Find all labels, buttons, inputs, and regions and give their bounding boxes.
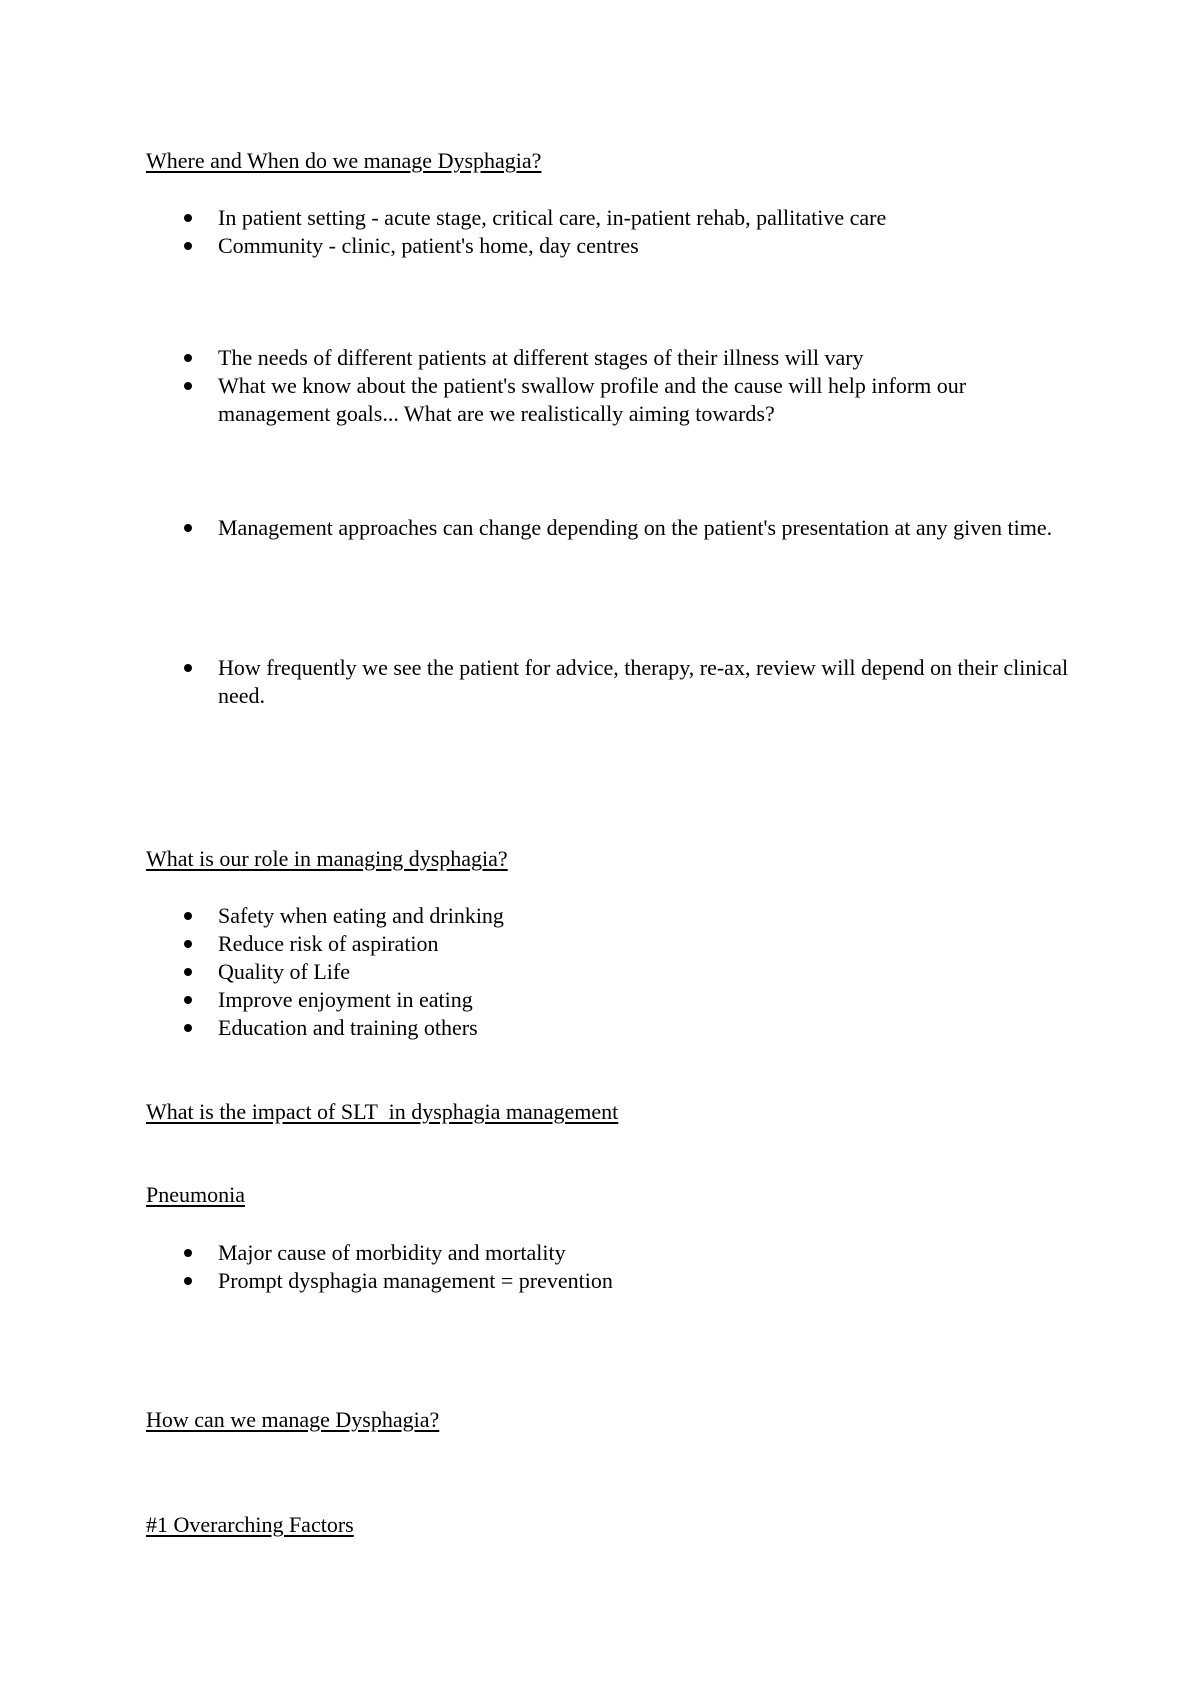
bullet-icon bbox=[184, 1249, 192, 1257]
bullet-list-needs bbox=[146, 344, 1076, 428]
list-item: Improve enjoyment in eating bbox=[146, 986, 1076, 1014]
list-item: Quality of Life bbox=[146, 958, 1076, 986]
list-item: Safety when eating and drinking bbox=[146, 902, 1076, 930]
bullet-icon bbox=[184, 242, 192, 250]
bullet-icon bbox=[184, 996, 192, 1004]
list-item: Prompt dysphagia management = prevention bbox=[146, 1267, 1076, 1295]
bullet-icon bbox=[184, 524, 192, 532]
bullet-icon bbox=[184, 354, 192, 362]
bullet-icon bbox=[184, 1024, 192, 1032]
list-item: The needs of different patients at different stages of their illness will vary bbox=[146, 344, 1076, 372]
heading-role: What is our role in managing dysphagia? bbox=[146, 846, 508, 871]
bullet-list-settings bbox=[146, 204, 1076, 260]
list-item: Education and training others bbox=[146, 1014, 1076, 1042]
list-item: How frequently we see the patient for advice, therapy, re-ax, review will depend on their clinical need. bbox=[146, 654, 1076, 710]
list-item: Major cause of morbidity and mortality bbox=[146, 1239, 1076, 1267]
list-item: Community - clinic, patient's home, day centres bbox=[146, 232, 1076, 260]
bullet-icon bbox=[184, 912, 192, 920]
bullet-icon bbox=[184, 940, 192, 948]
heading-overarching-factors: #1 Overarching Factors bbox=[146, 1512, 354, 1537]
list-item: In patient setting - acute stage, critical care, in-patient rehab, pallitative care bbox=[146, 204, 1076, 232]
heading-how-manage: How can we manage Dysphagia? bbox=[146, 1407, 440, 1432]
list-item: Management approaches can change depending on the patient's presentation at any given time. bbox=[146, 514, 1076, 542]
bullet-icon bbox=[184, 664, 192, 672]
bullet-list-pneumonia bbox=[146, 1239, 1076, 1295]
bullet-icon bbox=[184, 382, 192, 390]
bullet-list-approaches bbox=[146, 514, 1076, 542]
list-item: What we know about the patient's swallow profile and the cause will help inform our management goals... What are we realistically aiming towards? bbox=[146, 372, 1076, 428]
bullet-icon bbox=[184, 1277, 192, 1285]
heading-pneumonia: Pneumonia bbox=[146, 1182, 245, 1207]
bullet-list-frequency bbox=[146, 654, 1076, 710]
bullet-list-role bbox=[146, 902, 1076, 1042]
bullet-icon bbox=[184, 214, 192, 222]
bullet-icon bbox=[184, 968, 192, 976]
list-item: Reduce risk of aspiration bbox=[146, 930, 1076, 958]
heading-where-when: Where and When do we manage Dysphagia? bbox=[146, 148, 542, 173]
heading-impact: What is the impact of SLT in dysphagia management bbox=[146, 1099, 619, 1124]
